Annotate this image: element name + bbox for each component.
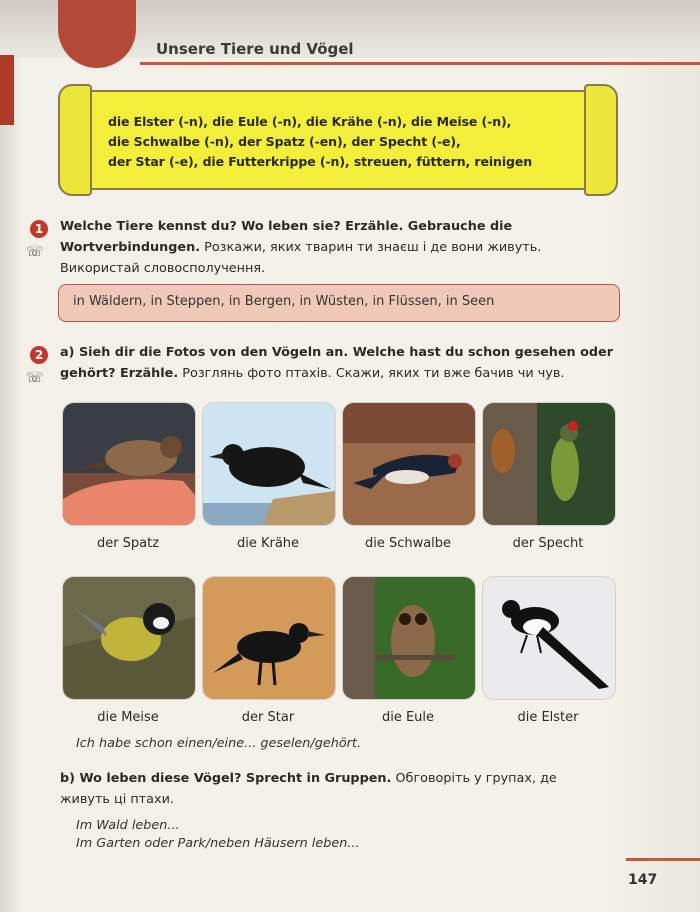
crow-photo	[202, 402, 336, 526]
header-rule	[140, 62, 700, 65]
task2b-ukr2: живуть ці птахи.	[60, 792, 174, 807]
phrase-list: in Wäldern, in Steppen, in Bergen, in Wüsten, in Flüssen, in Seen	[73, 294, 495, 309]
vocabulary-line: die Elster (-n), die Eule (-n), die Krähe (-n), die Meise (-n),	[108, 114, 512, 129]
scroll-curl-right	[584, 84, 618, 196]
left-tab-marker	[0, 55, 14, 125]
vocabulary-scroll	[58, 84, 618, 196]
example-line-2: Im Garten oder Park/neben Häusern leben...	[76, 836, 360, 851]
page-number: 147	[628, 872, 658, 888]
caption-woodpecker: der Specht	[512, 536, 584, 551]
caption-sparrow: der Spatz	[96, 536, 160, 551]
page-title: Unsere Tiere und Vögel	[156, 40, 354, 58]
footer-rule	[626, 858, 700, 861]
task1-ukr-line2: Розкажи, яких тварин ти знаєш і де вони живуть.	[200, 240, 542, 255]
speak-icon: ☏	[26, 244, 44, 260]
task2a-line2-bold: gehört? Erzähle.	[60, 366, 179, 381]
task2a-line1: a) Sieh dir die Fotos von den Vögeln an. Welche hast du schon gesehen oder	[60, 345, 614, 360]
caption-starling: der Star	[241, 710, 295, 725]
starling-photo	[202, 576, 336, 700]
task2a-instruction	[60, 342, 620, 384]
vocabulary-text	[108, 112, 588, 172]
swallow-photo	[342, 402, 476, 526]
scroll-curl-left	[58, 84, 92, 196]
tit-photo	[62, 576, 196, 700]
task1-bold-line2: Wortverbindungen.	[60, 240, 201, 255]
sparrow-photo	[62, 402, 196, 526]
speak-icon: ☏	[26, 370, 44, 386]
vocabulary-line: der Star (-e), die Futterkrippe (-n), streuen, füttern, reinigen	[108, 154, 533, 169]
speech-pattern: Ich habe schon einen/eine... geselen/gehört.	[76, 736, 362, 751]
task2b-ukr1: Обговоріть у групах, де	[391, 771, 557, 786]
task1-instruction	[60, 216, 620, 279]
caption-swallow: die Schwalbe	[364, 536, 452, 551]
woodpecker-photo	[482, 402, 616, 526]
caption-magpie: die Elster	[517, 710, 579, 725]
example-line-1: Im Wald leben...	[76, 818, 180, 833]
task2a-line2-ukr: Розглянь фото птахів. Скажи, яких ти вже бачив чи чув.	[178, 366, 565, 381]
vocabulary-line: die Schwalbe (-n), der Spatz (-en), der Specht (-e),	[108, 134, 461, 149]
owl-photo	[342, 576, 476, 700]
task1-ukr-line3: Використай словосполучення.	[60, 261, 266, 276]
caption-crow: die Krähe	[236, 536, 300, 551]
task2b-instruction	[60, 768, 620, 810]
caption-owl: die Eule	[381, 710, 435, 725]
magpie-photo	[482, 576, 616, 700]
phrase-box	[58, 284, 620, 322]
task2b-bold: b) Wo leben diese Vögel? Sprecht in Gruppen.	[60, 771, 392, 786]
task-number-1: 1	[30, 220, 48, 238]
task-number-2: 2	[30, 346, 48, 364]
task1-bold-line1: Welche Tiere kennst du? Wo leben sie? Erzähle. Gebrauche die	[60, 219, 513, 234]
caption-tit: die Meise	[97, 710, 159, 725]
